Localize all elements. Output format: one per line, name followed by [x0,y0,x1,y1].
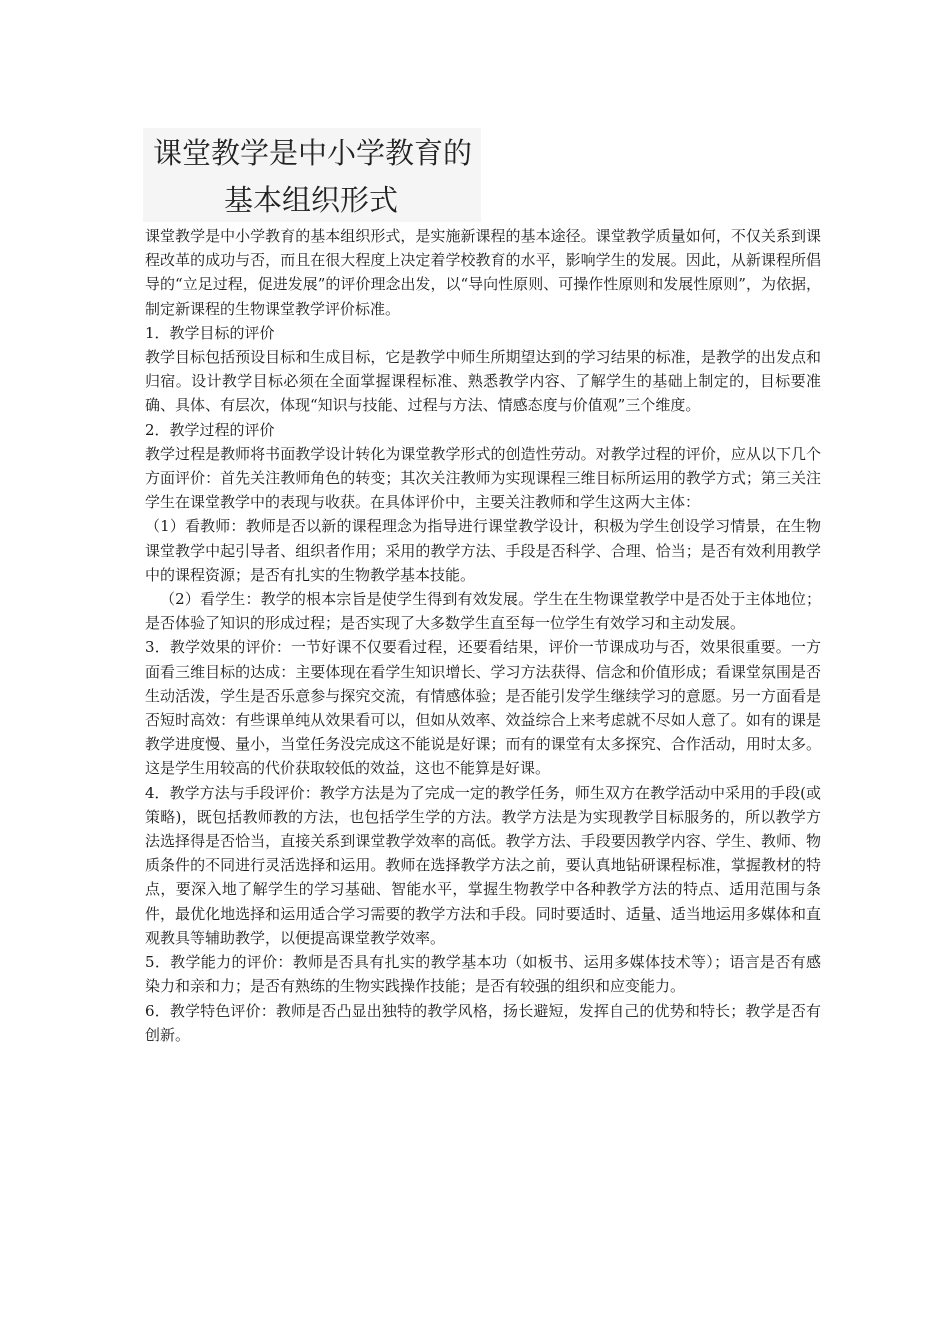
intro-paragraph: 课堂教学是中小学教育的基本组织形式，是实施新课程的基本途径。课堂教学质量如何，不仅关系到课程改革的成功与否，而且在很大程度上决定着学校教育的水平，影响学生的发展。因此，从新课程所倡导的“立足过程，促进发展”的评价理念出发，以“导向性原则、可操作性原则和发展性原则”，为依据，制定新课程的生物课堂教学评价标准。 [145,227,821,318]
feature-evaluation-paragraph: 6．教学特色评价：教师是否凸显出独特的教学风格，扬长避短，发挥自己的优势和特长；教学是否有创新。 [145,1001,821,1044]
document-body [145,224,821,1047]
effect-evaluation-paragraph: 3．教学效果的评价：一节好课不仅要看过程，还要看结果，评价一节课成功与否，效果很重要。一方面看三维目标的达成：主要体现在看学生知识增长、学习方法获得、信念和价值形成；看课堂氛围是否生动活泼，学生是否乐意参与探究交流，有情感体验；是否能引发学生继续学习的意愿。另一方面看是否短时高效：有些课单纯从效果看可以，但如从效率、效益综合上来考虑就不尽如人意了。如有的课是教学进度慢、量小，当堂任务没完成这不能说是好课；而有的课堂有太多探究、合作活动，用时太多。这是学生用较高的代价获取较低的效益，这也不能算是好课。 [145,638,821,778]
objectives-paragraph: 教学目标包括预设目标和生成目标，它是教学中师生所期望达到的学习结果的标准，是教学的出发点和归宿。设计教学目标必须在全面掌握课程标准、熟悉教学内容、了解学生的基础上制定的，目标要准确、具体、有层次，体现“知识与技能、过程与方法、情感态度与价值观”三个维度。 [145,348,821,415]
document-title-block [143,128,481,222]
ability-evaluation-paragraph: 5．教学能力的评价：教师是否具有扎实的教学基本功（如板书、运用多媒体技术等）；语言是否有感染力和亲和力；是否有熟练的生物实践操作技能；是否有较强的组织和应变能力。 [145,953,821,996]
teacher-evaluation-paragraph: （1）看教师：教师是否以新的课程理念为指导进行课堂教学设计，积极为学生创设学习情景，在生物课堂教学中起引导者、组织者作用；采用的教学方法、手段是否科学、合理、恰当；是否有效利用教学中的课程资源；是否有扎实的生物教学基本技能。 [145,517,821,584]
document-title-line-1: 课堂教学是中小学教育的 [153,136,473,170]
method-evaluation-paragraph: 4．教学方法与手段评价：教学方法是为了完成一定的教学任务，师生双方在教学活动中采用的手段(或策略)，既包括教师教的方法，也包括学生学的方法。教学方法是为实现教学目标服务的，所以教学方法选择得是否恰当，直接关系到课堂教学效率的高低。教学方法、手段要因教学内容、学生、教师、物质条件的不同进行灵活选择和运用。教师在选择教学方法之前，要认真地钻研课程标准，掌握教材的特点，要深入地了解学生的学习基础、智能水平，掌握生物教学中各种教学方法的特点、适用范围与条件，最优化地选择和运用适合学习需要的教学方法和手段。同时要适时、适量、适当地运用多媒体和直观教具等辅助教学，以便提高课堂教学效率。 [145,783,821,947]
section-heading-objectives: 1．教学目标的评价 [145,323,275,342]
document-title-line-2: 基本组织形式 [224,183,399,217]
student-evaluation-paragraph: （2）看学生：教学的根本宗旨是使学生得到有效发展。学生在生物课堂教学中是否处于主体地位；是否体验了知识的形成过程；是否实现了大多数学生直至每一位学生有效学习和主动发展。 [145,590,821,633]
process-paragraph: 教学过程是教师将书面教学设计转化为课堂教学形式的创造性劳动。对教学过程的评价，应从以下几个方面评价：首先关注教师角色的转变；其次关注教师为实现课程三维目标所运用的教学方式；第三关注学生在课堂教学中的表现与收获。在具体评价中，主要关注教师和学生这两大主体： [145,444,821,512]
section-heading-process: 2．教学过程的评价 [145,420,275,439]
